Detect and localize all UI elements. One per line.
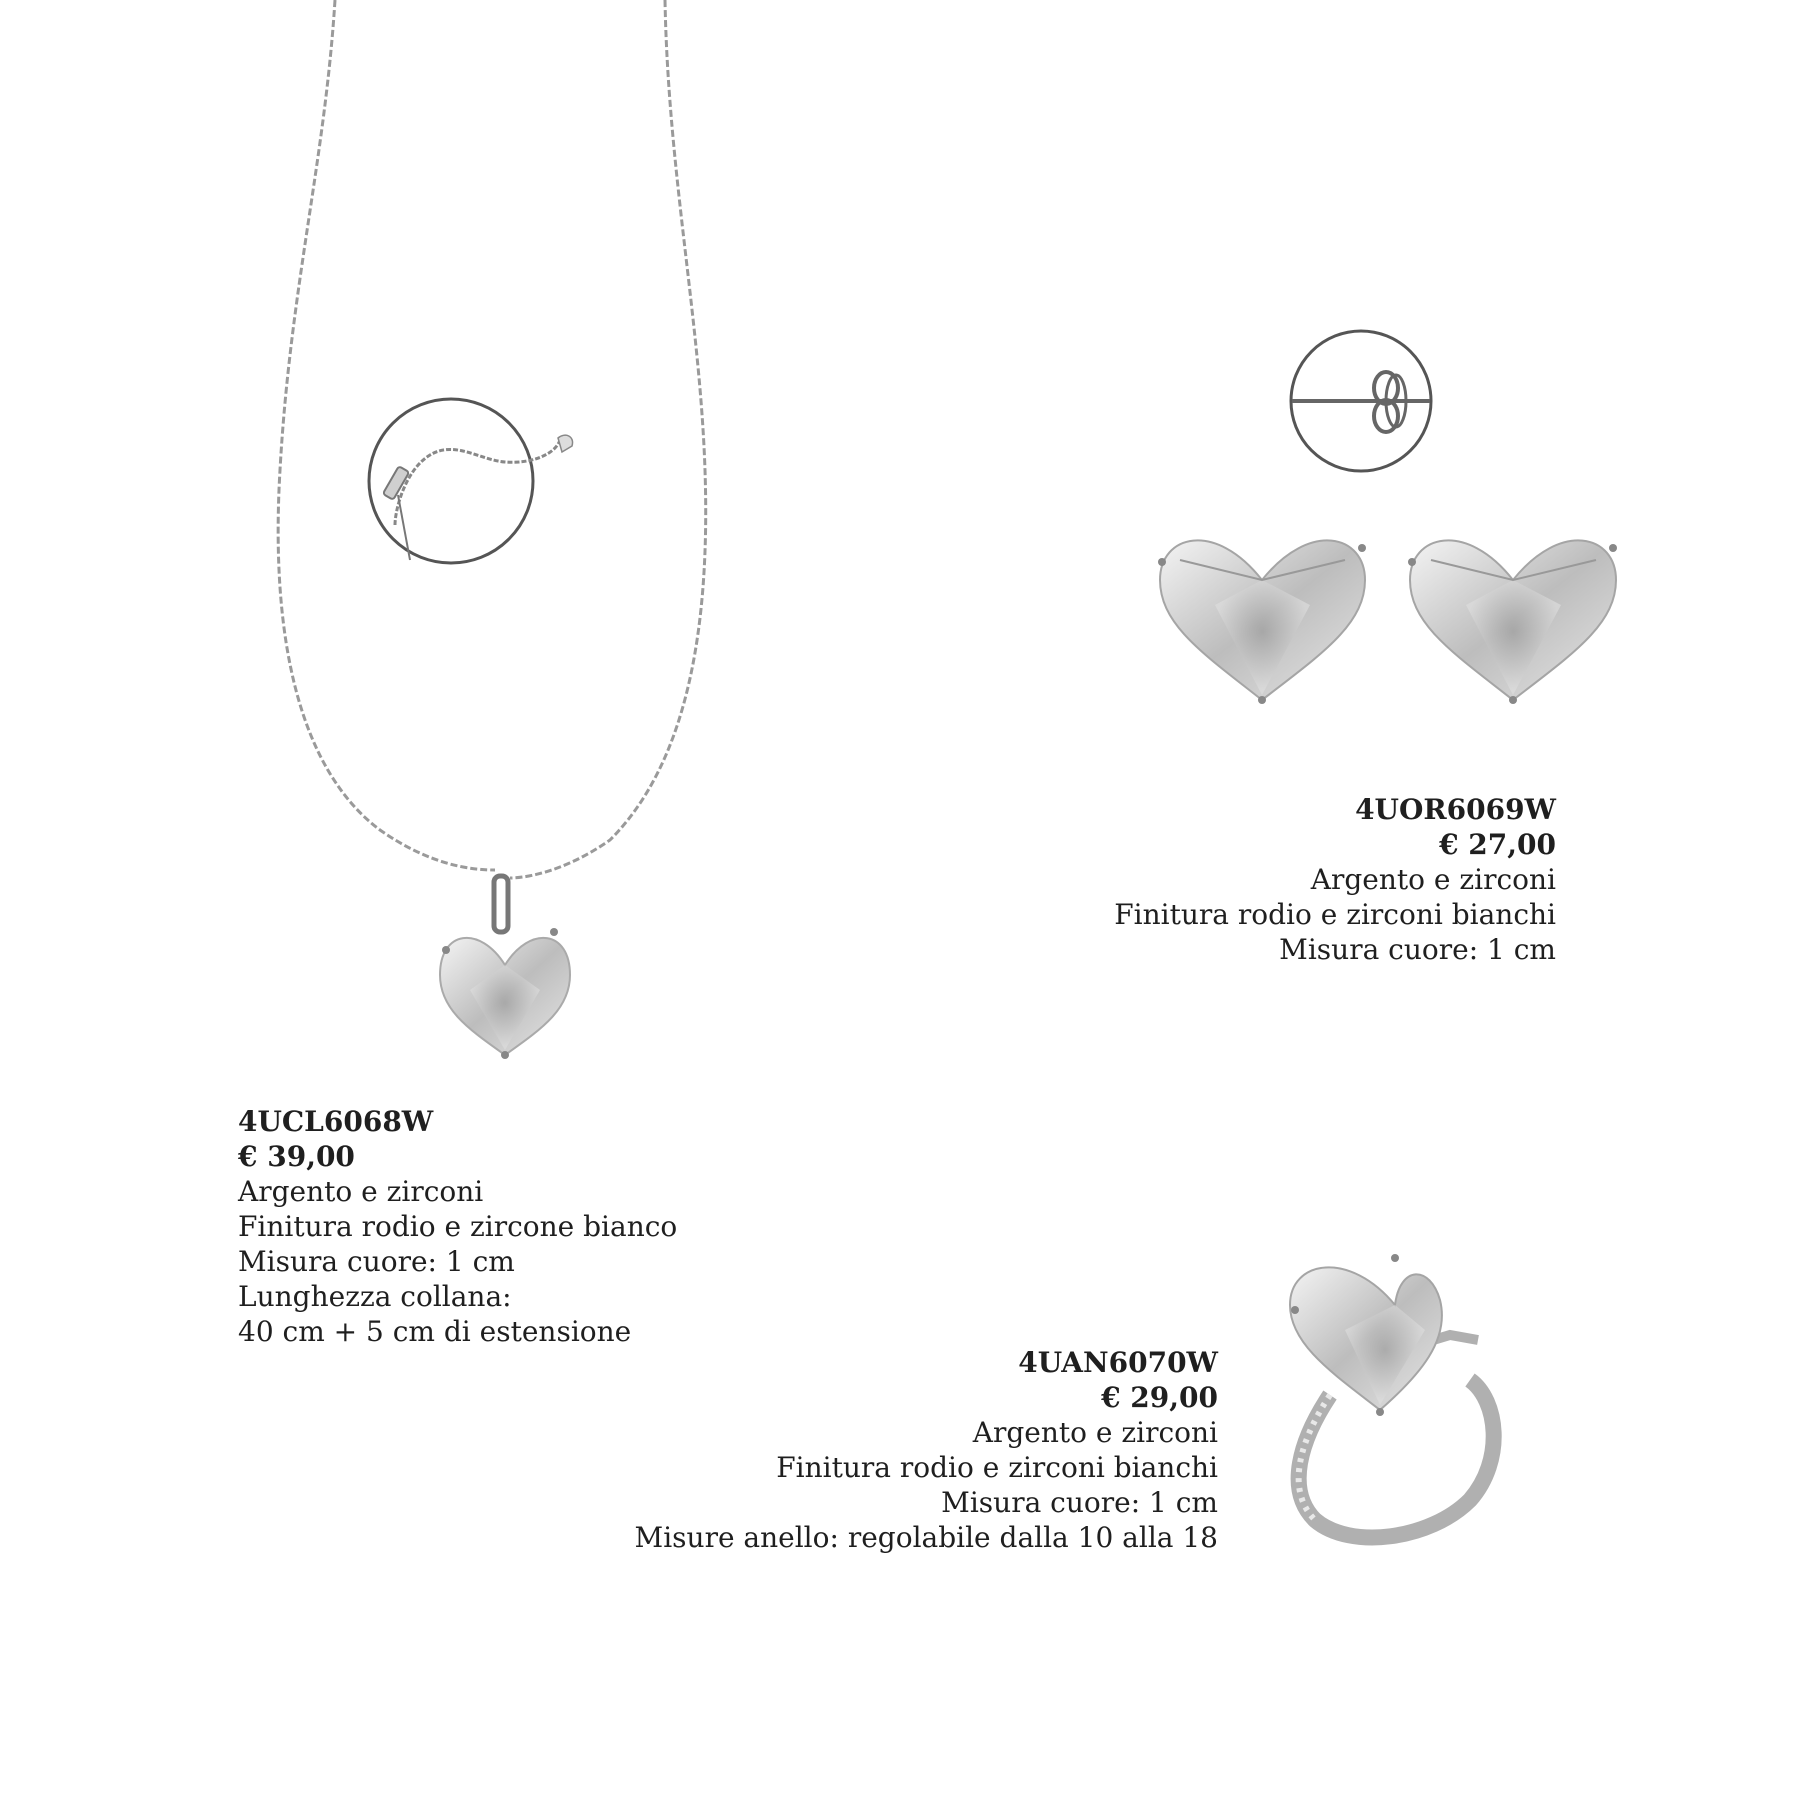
ring-info — [635, 1345, 1218, 1555]
earring-left — [1158, 540, 1366, 704]
earrings-info — [1114, 792, 1556, 967]
product-ring-sizes: Misure anello: regolabile dalla 10 alla 18 — [634, 1521, 1218, 1554]
necklace-clasp-detail — [369, 399, 573, 563]
product-material: Argento e zirconi — [1310, 863, 1556, 896]
product-heart-size: Misura cuore: 1 cm — [941, 1486, 1218, 1519]
product-price: € 29,00 — [1101, 1381, 1218, 1414]
product-code: 4UAN6070W — [1018, 1346, 1218, 1379]
product-price: € 39,00 — [238, 1140, 355, 1173]
product-length-label: Lunghezza collana: — [238, 1280, 512, 1313]
necklace-pendant — [440, 876, 570, 1059]
earring-back-detail — [1291, 331, 1431, 471]
product-material: Argento e zirconi — [972, 1416, 1218, 1449]
ring — [1290, 1254, 1494, 1537]
product-heart-size: Misura cuore: 1 cm — [1279, 933, 1556, 966]
earring-right — [1408, 540, 1617, 704]
product-material: Argento e zirconi — [238, 1175, 484, 1208]
product-finish: Finitura rodio e zircone bianco — [238, 1210, 678, 1243]
product-length-value: 40 cm + 5 cm di estensione — [238, 1315, 632, 1348]
product-code: 4UCL6068W — [238, 1105, 434, 1138]
product-finish: Finitura rodio e zirconi bianchi — [776, 1451, 1218, 1484]
product-code: 4UOR6069W — [1355, 793, 1556, 826]
product-finish: Finitura rodio e zirconi bianchi — [1114, 898, 1556, 931]
necklace-info — [238, 1104, 677, 1349]
product-heart-size: Misura cuore: 1 cm — [238, 1245, 515, 1278]
product-price: € 27,00 — [1439, 828, 1556, 861]
